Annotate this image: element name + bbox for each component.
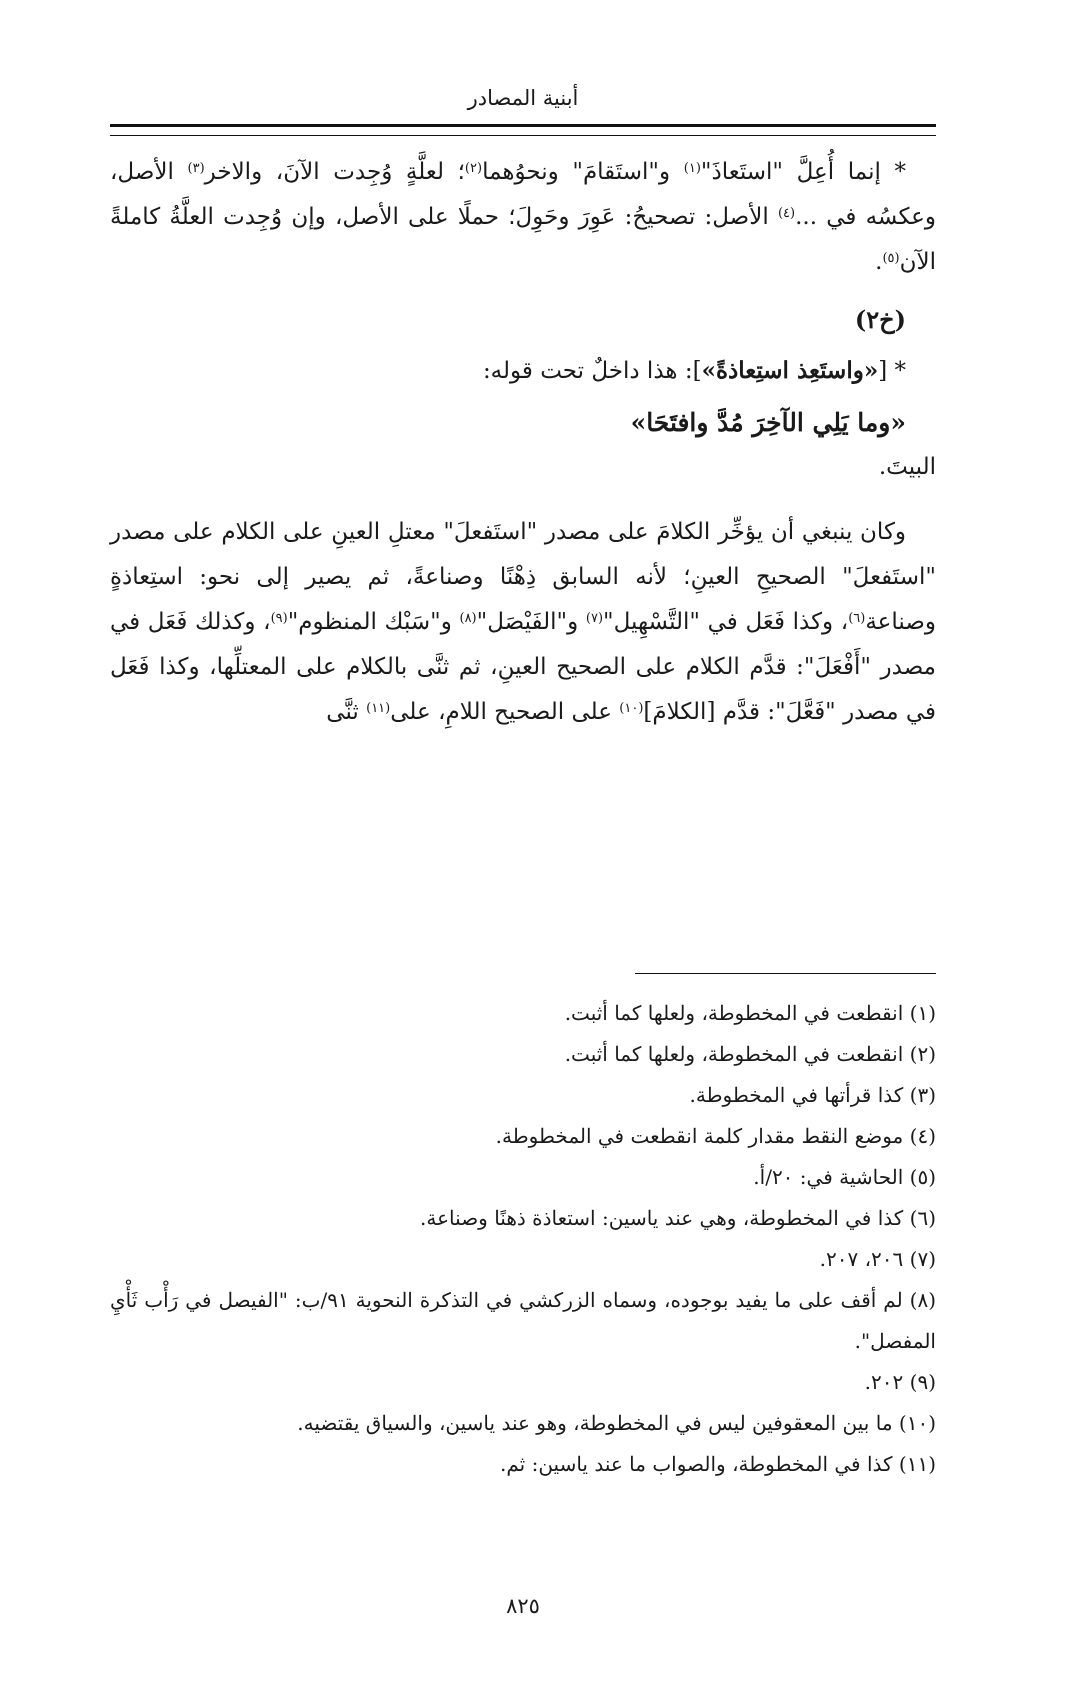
- section-heading: (خ٢): [854, 305, 906, 334]
- footnote-separator: [635, 973, 936, 974]
- text-run: .: [875, 249, 883, 275]
- footnote-10: (١٠) ما بين المعقوفين ليس في المخطوطة، وهو عند ياسين، والسياق يقتضيه.: [297, 1411, 936, 1435]
- text-run: الأصل: تصحيحُ: عَوِرَ وحَوِلَ؛ حملًا على الأصل، وإن وُجِدت العلَّةُ كاملةً الآن: [110, 204, 936, 275]
- text-run: ، وكذلك فَعَل في مصدر "أَفْعَلَ": قدَّم الكلام على الصحيح العينِ، ثم ثنَّى بالكلام على المعتلِّها، وكذا فَعَل في مصدر "فَعَّلَ": قدَّم [الكلامَ]: [110, 609, 937, 725]
- text-run: و"استَقامَ" ونحوُهما: [482, 159, 684, 185]
- header-rule-thin: [110, 135, 936, 136]
- footnote-ref: (٣): [187, 161, 205, 176]
- footnote-7: (٧) ٢٠٦، ٢٠٧.: [819, 1247, 936, 1271]
- paragraph-2: [110, 348, 936, 394]
- text-run: وكان ينبغي أن يؤخِّر الكلامَ على مصدر "استَفعلَ" معتلِ العينِ على الكلام على مصدر "استَفعلَ" الصحيحِ العينِ؛ لأنه السابق ذِهْنًا وصناعةً، ثم يصير إلى نحو: استِعاذةٍ وصناعة: [110, 519, 936, 635]
- verse-quote: «وما يَلِي الآخِرَ مُدَّ وافتَحَا»: [630, 408, 906, 437]
- footnote-ref: (١): [683, 161, 701, 176]
- header-rule-thick: [110, 124, 936, 127]
- footnote-ref: (٩): [270, 611, 288, 626]
- footnote-1: (١) انقطعت في المخطوطة، ولعلها كما أثبت.: [564, 1001, 936, 1025]
- footnote-ref: (١١): [366, 701, 391, 716]
- footnote-2: (٢) انقطعت في المخطوطة، ولعلها كما أثبت.: [564, 1042, 936, 1066]
- main-text: [110, 150, 936, 735]
- after-verse: البيتَ.: [878, 454, 936, 480]
- paragraph-1: [110, 150, 936, 285]
- text-run: على الصحيح اللامِ، على: [390, 699, 620, 725]
- footnote-6: (٦) كذا في المخطوطة، وهي عند ياسين: استعاذة ذهنًا وصناعة.: [420, 1206, 936, 1230]
- footnote-5: (٥) الحاشية في: ٢٠/أ.: [753, 1165, 936, 1189]
- text-run: الأصل، وعكسُه في ...: [110, 159, 936, 230]
- footnotes: [110, 993, 936, 1485]
- paragraph-gap: [110, 490, 936, 510]
- footnote-ref: (١٠): [619, 701, 644, 716]
- text-run: ، وكذا فَعَل في "التَّسْهِيل": [603, 609, 849, 635]
- footnote-9: (٩) ٢٠٢.: [864, 1370, 936, 1394]
- footnote-ref: (٨): [459, 611, 477, 626]
- lemma: «واستَعِذ استِعاذةً»: [701, 357, 879, 384]
- footnote-ref: (٤): [777, 206, 796, 221]
- text-run: و"الفَيْصَل": [476, 609, 586, 635]
- text-run: ]: هذا داخلٌ تحت قوله:: [482, 358, 702, 384]
- footnote-8: (٨) لم أقف على ما يفيد بوجوده، وسماه الزركشي في التذكرة النحوية ٩١/ب: "الفيصل في رَأْب ثَأْيِ المفصل".: [110, 1288, 936, 1353]
- text-run: ثنَّى: [326, 699, 367, 725]
- footnote-3: (٣) كذا قرأتها في المخطوطة.: [689, 1083, 936, 1107]
- footnote-11: (١١) كذا في المخطوطة، والصواب ما عند ياسين: ثم.: [499, 1452, 936, 1476]
- text-run: و"سَبْك المنظوم": [287, 609, 460, 635]
- running-title: أبنية المصادر: [467, 86, 579, 110]
- text-run: * إنما أُعِلَّ "استَعاذَ": [700, 159, 907, 185]
- footnote-ref: (٥): [882, 251, 900, 266]
- text-run: ؛ لعلَّةٍ وُجِدت الآنَ، والاخر: [204, 159, 465, 185]
- page-number: ٨٢٥: [506, 1594, 540, 1618]
- text-run: * [: [878, 358, 906, 384]
- footnote-ref: (٢): [464, 161, 483, 176]
- footnote-ref: (٧): [585, 611, 604, 626]
- footnote-4: (٤) موضع النقط مقدار كلمة انقطعت في المخطوطة.: [495, 1124, 936, 1148]
- footnote-ref: (٦): [848, 611, 866, 626]
- paragraph-3: [110, 510, 936, 735]
